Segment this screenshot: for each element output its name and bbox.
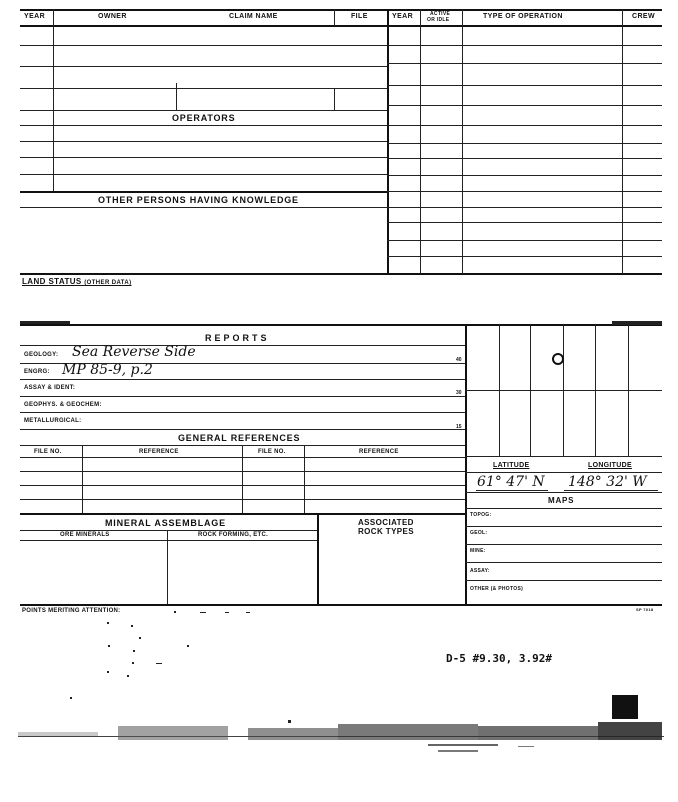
rock-forming-label: ROCK FORMING, ETC. (198, 532, 269, 538)
geology-label: GEOLOGY: (24, 352, 59, 358)
scan-noise-band (18, 718, 664, 754)
metallurgical-label: METALLURGICAL: (24, 418, 82, 424)
latitude-label: LATITUDE (493, 462, 530, 469)
operators-heading: OPERATORS (172, 113, 236, 123)
ore-minerals-label: ORE MINERALS (60, 532, 110, 538)
maps-mine: MINE: (470, 548, 486, 554)
associated-label: ASSOCIATED (358, 518, 414, 527)
maps-topog: TOPOG: (470, 512, 492, 518)
land-status-note: (OTHER DATA) (84, 280, 132, 286)
grid-target-icon (552, 353, 564, 365)
header-type-of-operation: TYPE OF OPERATION (483, 13, 563, 20)
ref-col-reference-1: REFERENCE (139, 449, 179, 455)
header-or-idle: OR IDLE (427, 17, 450, 23)
form-number: SP 7018 (636, 607, 654, 612)
header-year: YEAR (24, 13, 46, 20)
mineral-assemblage-heading: MINERAL ASSEMBLAGE (105, 518, 226, 528)
scan-black-square (612, 695, 638, 719)
land-status-label (22, 277, 132, 286)
ref-col-file-no-1: FILE NO. (34, 449, 62, 455)
maps-heading: MAPS (548, 496, 575, 505)
file-stamp: D-5 #9.30, 3.92# (446, 652, 552, 665)
maps-assay: ASSAY: (470, 568, 490, 574)
geophys-label: GEOPHYS. & GEOCHEM: (24, 402, 102, 408)
reports-heading: REPORTS (205, 333, 270, 343)
engrg-label: ENGRG: (24, 369, 50, 375)
maps-other-photos: OTHER (& PHOTOS) (470, 586, 524, 592)
margin-number-15: 15 (456, 424, 462, 430)
header-crew: CREW (632, 13, 655, 20)
assay-label: ASSAY & IDENT: (24, 385, 76, 391)
header-active: ACTIVE (430, 11, 451, 17)
ref-col-file-no-2: FILE NO. (258, 449, 286, 455)
header-owner: OWNER (98, 13, 127, 20)
margin-number-40: 40 (456, 357, 462, 363)
points-meriting-attention-label: POINTS MERITING ATTENTION: (22, 608, 121, 614)
general-references-heading: GENERAL REFERENCES (178, 433, 301, 443)
rock-types-label: ROCK TYPES (358, 527, 415, 536)
maps-geol: GEOL: (470, 530, 488, 536)
land-status-title: LAND STATUS (22, 277, 82, 286)
ref-col-reference-2: REFERENCE (359, 449, 399, 455)
longitude-value: 148° 32' W (568, 474, 647, 490)
other-persons-heading: OTHER PERSONS HAVING KNOWLEDGE (98, 195, 299, 205)
margin-number-30: 30 (456, 390, 462, 396)
engrg-value: MP 85-9, p.2 (62, 362, 153, 378)
geology-value: Sea Reverse Side (72, 344, 196, 360)
longitude-label: LONGITUDE (588, 462, 632, 469)
header-year-2: YEAR (392, 13, 414, 20)
latitude-value: 61° 47' N (477, 474, 545, 490)
header-claim-name: CLAIM NAME (229, 13, 278, 20)
header-file: FILE (351, 13, 368, 20)
